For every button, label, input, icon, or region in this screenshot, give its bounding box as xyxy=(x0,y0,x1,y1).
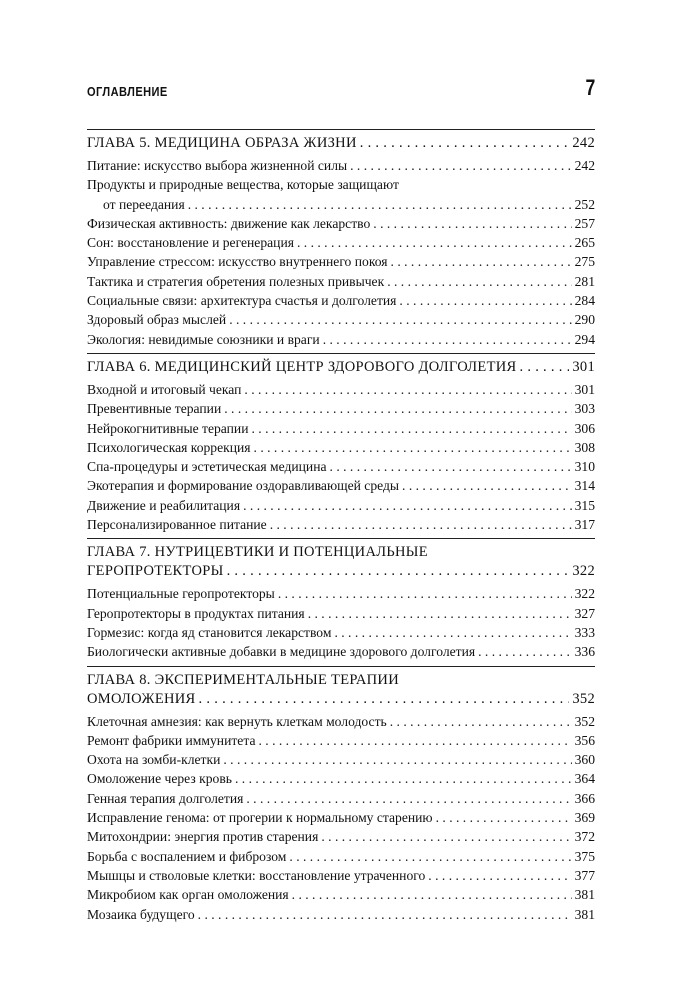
dot-leader xyxy=(292,885,572,904)
toc-entry[interactable] xyxy=(87,623,595,642)
entry-title: Потенциальные геропротекторы xyxy=(87,586,275,602)
dot-leader xyxy=(399,291,571,310)
entry-title: Здоровый образ мыслей xyxy=(87,312,227,328)
entry-title-line: Продукты и природные вещества, которые защищают xyxy=(87,177,399,193)
entry-title: Превентивные терапии xyxy=(87,401,222,417)
dot-leader xyxy=(199,690,570,709)
entry-page: 303 xyxy=(574,401,595,417)
toc-entry[interactable] xyxy=(87,642,595,661)
entry-title: Тактика и стратегия обретения полезных привычек xyxy=(87,273,385,289)
entry-page: 315 xyxy=(574,497,595,513)
toc-entry[interactable] xyxy=(87,827,595,846)
dot-leader xyxy=(198,905,572,924)
chapter-heading[interactable] xyxy=(87,358,595,377)
entry-title: Движение и реабилитация xyxy=(87,497,241,513)
dot-leader xyxy=(323,330,572,349)
dot-leader xyxy=(227,562,570,581)
entry-page: 360 xyxy=(574,752,595,768)
toc-entry[interactable] xyxy=(87,712,595,731)
dot-leader xyxy=(188,195,572,214)
entry-title: Омоложение через кровь xyxy=(87,771,232,787)
entry-page: 381 xyxy=(574,906,595,922)
toc-entry[interactable] xyxy=(87,604,595,623)
entry-title: Сон: восстановление и регенерация xyxy=(87,235,294,251)
toc-entry[interactable] xyxy=(87,195,595,214)
entry-title: Охота на зомби-клетки xyxy=(87,752,221,768)
dot-leader xyxy=(251,419,571,438)
dot-leader xyxy=(330,457,572,476)
entry-title: ОМОЛОЖЕНИЯ xyxy=(87,690,196,707)
toc-entry[interactable] xyxy=(87,496,595,515)
dot-leader xyxy=(278,584,572,603)
entry-title: Гормезис: когда яд становится лекарством xyxy=(87,624,332,640)
chapter-heading[interactable] xyxy=(87,690,595,709)
toc-entry[interactable] xyxy=(87,808,595,827)
dot-leader xyxy=(321,827,571,846)
dot-leader xyxy=(308,604,572,623)
entry-title: Питание: искусство выбора жизненной силы xyxy=(87,158,348,173)
toc-entry[interactable] xyxy=(87,399,595,418)
toc-entry[interactable] xyxy=(87,731,595,750)
entry-title: Психологическая коррекция xyxy=(87,439,251,455)
entry-page: 275 xyxy=(574,254,595,270)
dot-leader xyxy=(428,866,571,885)
entry-page: 257 xyxy=(574,215,595,231)
dot-leader xyxy=(223,750,571,769)
entry-page: 381 xyxy=(574,887,595,903)
entry-page: 375 xyxy=(574,848,595,864)
toc-entry[interactable] xyxy=(87,438,595,457)
chapter-section xyxy=(87,129,595,349)
entry-title: Клеточная амнезия: как вернуть клеткам молодость xyxy=(87,713,387,729)
toc-entry[interactable] xyxy=(87,419,595,438)
table-of-contents xyxy=(87,129,595,924)
dot-leader xyxy=(289,847,571,866)
entry-title: Физическая активность: движение как лекарство xyxy=(87,215,371,231)
dot-leader xyxy=(246,789,571,808)
entry-page: 356 xyxy=(574,732,595,748)
entry-page: 252 xyxy=(574,196,595,212)
entry-title: Экология: невидимые союзники и враги xyxy=(87,331,320,347)
dot-leader xyxy=(270,515,572,534)
dot-leader xyxy=(334,623,571,642)
chapter-title-line: ГЛАВА 7. НУТРИЦЕВТИКИ И ПОТЕНЦИАЛЬНЫЕ xyxy=(87,544,428,561)
dot-leader xyxy=(244,380,571,399)
toc-entry[interactable] xyxy=(87,310,595,329)
entry-page: 317 xyxy=(574,517,595,533)
entry-page: 352 xyxy=(574,713,595,729)
toc-entry[interactable] xyxy=(87,214,595,233)
toc-entry[interactable] xyxy=(87,156,595,175)
entry-page: 364 xyxy=(574,771,595,787)
toc-entry[interactable] xyxy=(87,905,595,924)
page-header xyxy=(87,73,595,99)
entry-title: ГЕРОПРОТЕКТОРЫ xyxy=(87,563,224,580)
entry-title: Ремонт фабрики иммунитета xyxy=(87,732,256,748)
dot-leader xyxy=(390,712,572,731)
entry-title: Микробиом как орган омоложения xyxy=(87,887,289,903)
toc-entry[interactable] xyxy=(87,330,595,349)
entry-page: 265 xyxy=(574,235,595,251)
dot-leader xyxy=(387,272,571,291)
toc-entry[interactable] xyxy=(87,584,595,603)
dot-leader xyxy=(478,642,572,661)
entry-page: 366 xyxy=(574,790,595,806)
toc-entry[interactable] xyxy=(87,885,595,904)
dot-leader xyxy=(258,731,571,750)
entry-title: Мышцы и стволовые клетки: восстановление утраченного xyxy=(87,867,426,883)
entry-title: Персонализированное питание xyxy=(87,517,267,533)
toc-page xyxy=(87,73,595,928)
entry-page: 333 xyxy=(574,624,595,640)
entry-page: 294 xyxy=(574,331,595,347)
chapter-heading[interactable] xyxy=(87,562,595,581)
entry-page: 310 xyxy=(574,459,595,475)
toc-entry[interactable] xyxy=(87,750,595,769)
entry-title: от переедания xyxy=(103,196,185,212)
entry-title: Борьба с воспалением и фиброзом xyxy=(87,848,287,864)
dot-leader xyxy=(235,769,572,788)
entry-title: Исправление генома: от прогерии к нормальному старению xyxy=(87,810,433,826)
toc-entry[interactable] xyxy=(87,769,595,788)
chapter-heading[interactable] xyxy=(87,134,595,153)
entry-title: Мозаика будущего xyxy=(87,906,195,922)
chapter-title-line: ГЛАВА 8. ЭКСПЕРИМЕНТАЛЬНЫЕ ТЕРАПИИ xyxy=(87,671,399,688)
entry-page: 301 xyxy=(572,358,595,375)
entry-title: Митохондрии: энергия против старения xyxy=(87,829,319,845)
dot-leader xyxy=(297,233,572,252)
dot-leader xyxy=(360,134,570,153)
entry-page: 377 xyxy=(574,867,595,883)
entry-title: Геропротекторы в продуктах питания xyxy=(87,605,305,621)
entry-page: 242 xyxy=(574,158,595,173)
dot-leader xyxy=(254,438,572,457)
toc-entry[interactable] xyxy=(87,252,595,271)
entry-title: Нейрокогнитивные терапии xyxy=(87,420,249,436)
entry-page: 242 xyxy=(572,135,595,151)
chapter-section xyxy=(87,666,595,924)
entry-title: Экотерапия и формирование оздоравливающей среды xyxy=(87,478,400,494)
entry-page: 352 xyxy=(572,690,595,707)
dot-leader xyxy=(229,310,571,329)
entry-title: ГЛАВА 5. МЕДИЦИНА ОБРАЗА ЖИЗНИ xyxy=(87,135,357,151)
entry-page: 372 xyxy=(574,829,595,845)
toc-entry[interactable] xyxy=(87,380,595,399)
toc-entry[interactable] xyxy=(87,457,595,476)
entry-page: 281 xyxy=(574,273,595,289)
entry-page: 306 xyxy=(574,420,595,436)
entry-page: 290 xyxy=(574,312,595,328)
entry-page: 301 xyxy=(574,381,595,397)
entry-page: 327 xyxy=(574,605,595,621)
toc-entry[interactable] xyxy=(87,847,595,866)
entry-page: 308 xyxy=(574,439,595,455)
entry-page: 369 xyxy=(574,810,595,826)
dot-leader xyxy=(402,476,572,495)
entry-title: Социальные связи: архитектура счастья и долголетия xyxy=(87,293,397,309)
entry-page: 284 xyxy=(574,293,595,309)
entry-title: Спа-процедуры и эстетическая медицина xyxy=(87,459,327,475)
toc-entry[interactable] xyxy=(87,233,595,252)
entry-page: 322 xyxy=(574,586,595,602)
toc-entry[interactable] xyxy=(87,515,595,534)
toc-entry[interactable] xyxy=(87,476,595,495)
toc-entry[interactable] xyxy=(87,291,595,310)
entry-page: 314 xyxy=(574,478,595,494)
dot-leader xyxy=(243,496,572,515)
running-title: ОГЛАВЛЕНИЕ xyxy=(87,84,168,99)
entry-title: Генная терапия долголетия xyxy=(87,790,244,806)
toc-entry[interactable] xyxy=(87,272,595,291)
entry-title: Входной и итоговый чекап xyxy=(87,381,242,397)
entry-title: ГЛАВА 6. МЕДИЦИНСКИЙ ЦЕНТР ЗДОРОВОГО ДОЛГОЛЕТИЯ xyxy=(87,358,517,375)
dot-leader xyxy=(373,214,571,233)
chapter-section xyxy=(87,353,595,534)
chapter-section xyxy=(87,538,595,661)
dot-leader xyxy=(224,399,571,418)
dot-leader xyxy=(391,252,572,271)
entry-title: Биологически активные добавки в медицине здорового долголетия xyxy=(87,644,476,660)
entry-title: Управление стрессом: искусство внутреннего покоя xyxy=(87,254,388,270)
entry-page: 336 xyxy=(574,644,595,660)
toc-entry[interactable] xyxy=(87,866,595,885)
entry-page: 322 xyxy=(572,563,595,580)
toc-entry[interactable] xyxy=(87,789,595,808)
page-number: 7 xyxy=(585,75,595,100)
dot-leader xyxy=(350,156,571,175)
dot-leader xyxy=(436,808,572,827)
dot-leader xyxy=(520,358,570,377)
